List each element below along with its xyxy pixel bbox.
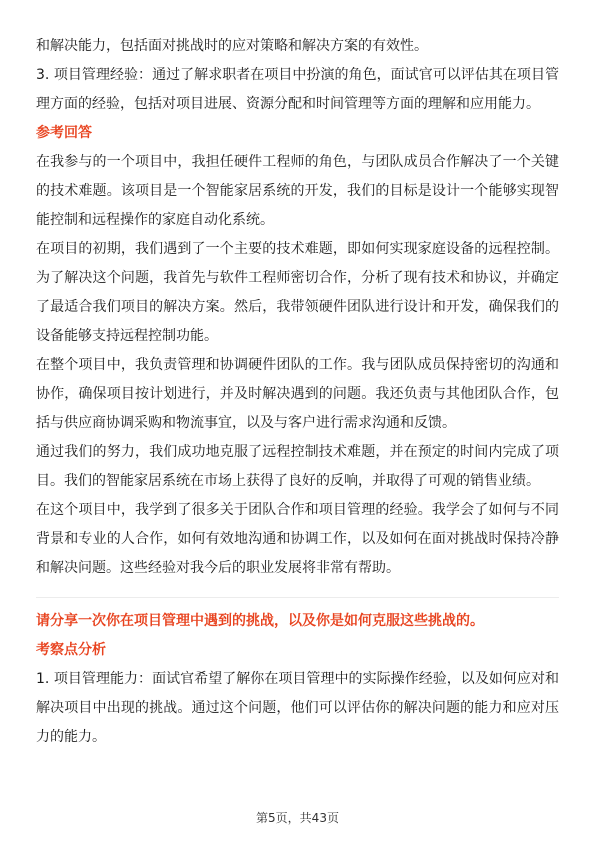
answer-paragraph-3: 在整个项目中，我负责管理和协调硬件团队的工作。我与团队成员保持密切的沟通和协作，确保项目按计划进行，并及时解决遇到的问题。我还负责与其他团队合作，包括与供应商协调采购和物流事宜，以及与客户进行需求沟通和反馈。: [36, 357, 559, 431]
paragraph-point-3: 3. 项目管理经验：通过了解求职者在项目中扮演的角色，面试官可以评估其在项目管理方面的经验，包括对项目进展、资源分配和时间管理等方面的理解和应用能力。: [36, 67, 559, 112]
answer-paragraph-1: 在我参与的一个项目中，我担任硬件工程师的角色，与团队成员合作解决了一个关键的技术难题。该项目是一个智能家居系统的开发，我们的目标是设计一个能够实现智能控制和远程操作的家庭自动化系统。: [36, 154, 559, 228]
analysis-paragraph-1: 1. 项目管理能力：面试官希望了解你在项目管理中的实际操作经验，以及如何应对和解决项目中出现的挑战。通过这个问题，他们可以评估你的解决问题的能力和应对压力的能力。: [36, 671, 559, 745]
page-number-footer: 第5页，共43页: [256, 811, 339, 825]
page-content: [36, 32, 559, 752]
paragraph-continuation: 和解决能力，包括面对挑战时的应对策略和解决方案的有效性。: [36, 38, 428, 54]
section-heading-reference-answer: 参考回答: [36, 125, 92, 141]
answer-paragraph-5: 在这个项目中，我学到了很多关于团队合作和项目管理的经验。我学会了如何与不同背景和专业的人合作，如何有效地沟通和协调工作，以及如何在面对挑战时保持冷静和解决问题。这些经验对我今后的职业发展将非常有帮助。: [36, 502, 559, 576]
section-divider: [36, 597, 559, 598]
answer-paragraph-2: 在项目的初期，我们遇到了一个主要的技术难题，即如何实现家庭设备的远程控制。为了解决这个问题，我首先与软件工程师密切合作，分析了现有技术和协议，并确定了最适合我们项目的解决方案。然后，我带领硬件团队进行设计和开发，确保我们的设备能够支持远程控制功能。: [36, 241, 559, 344]
answer-paragraph-4: 通过我们的努力，我们成功地克服了远程控制技术难题，并在预定的时间内完成了项目。我们的智能家居系统在市场上获得了良好的反响，并取得了可观的销售业绩。: [36, 444, 559, 489]
section-heading-analysis: 考察点分析: [36, 642, 106, 658]
question-title: 请分享一次你在项目管理中遇到的挑战，以及你是如何克服这些挑战的。: [36, 613, 484, 629]
